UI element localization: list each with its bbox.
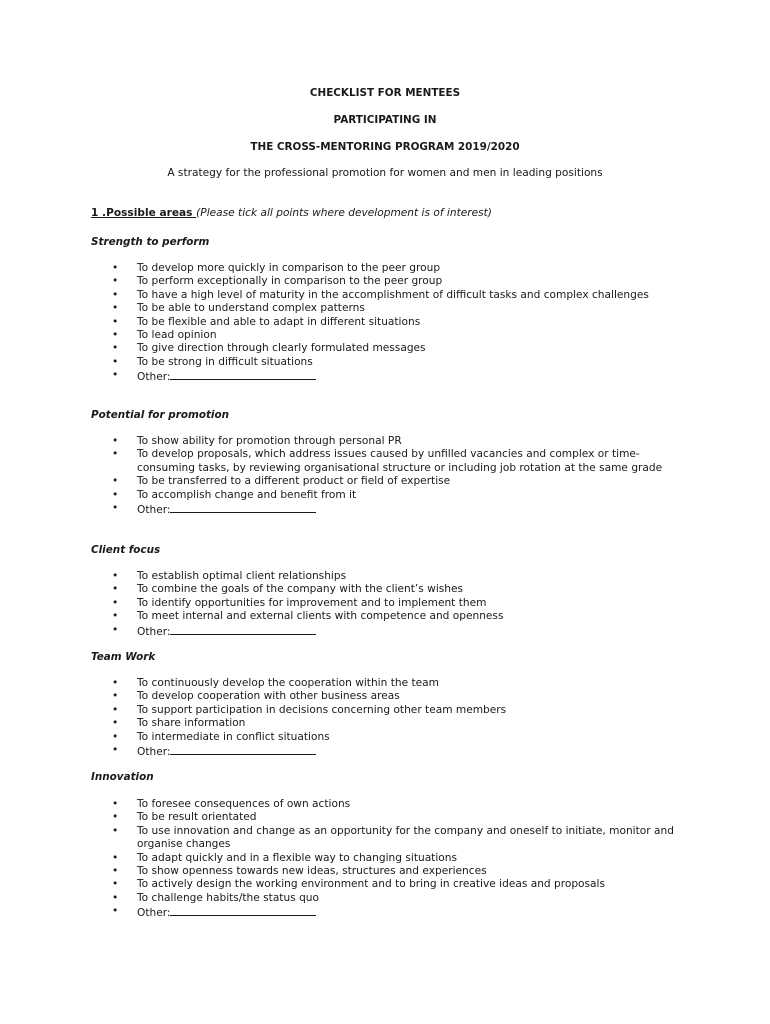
list-item[interactable]: • To foresee consequences of own actions — [112, 798, 692, 811]
list-item[interactable]: • To be strong in difficult situations — [112, 356, 692, 369]
other-label: Other: — [137, 746, 171, 759]
other-blank-line[interactable] — [170, 624, 316, 635]
list-item[interactable]: • To intermediate in conflict situations — [112, 731, 692, 744]
category-title-team: Team Work — [91, 651, 156, 663]
list-item-other[interactable] — [112, 905, 692, 920]
list-item-other[interactable] — [112, 502, 692, 517]
checklist-team — [112, 677, 692, 759]
list-item[interactable]: • To challenge habits/the status quo — [112, 892, 692, 905]
other-label: Other: — [137, 907, 171, 920]
other-label: Other: — [137, 371, 171, 384]
list-item-other[interactable] — [112, 624, 692, 639]
list-item[interactable]: • To accomplish change and benefit from it — [112, 489, 692, 502]
doc-subtitle: A strategy for the professional promotion for women and men in leading positions — [167, 167, 603, 179]
list-item[interactable]: • To develop more quickly in comparison to the peer group — [112, 262, 692, 275]
doc-title-line2: PARTICIPATING IN — [333, 114, 437, 126]
list-item[interactable]: • To continuously develop the cooperation within the team — [112, 677, 692, 690]
section-note: (Please tick all points where development is of interest) — [196, 207, 492, 219]
list-item[interactable]: • To lead opinion — [112, 329, 692, 342]
list-item[interactable]: • To establish optimal client relationships — [112, 570, 692, 583]
doc-title-line1: CHECKLIST FOR MENTEES — [309, 87, 461, 99]
list-item[interactable]: • To combine the goals of the company with the client’s wishes — [112, 583, 692, 596]
doc-title-line3: THE CROSS-MENTORING PROGRAM 2019/2020 — [250, 141, 520, 153]
checklist-client — [112, 570, 692, 639]
list-item[interactable]: • To meet internal and external clients with competence and openness — [112, 610, 692, 623]
other-blank-line[interactable] — [170, 502, 316, 513]
list-item[interactable]: • To be able to understand complex patterns — [112, 302, 692, 315]
other-blank-line[interactable] — [170, 905, 316, 916]
other-blank-line[interactable] — [170, 744, 316, 755]
category-title-innovation: Innovation — [91, 771, 154, 783]
list-item[interactable]: • To show ability for promotion through personal PR — [112, 435, 692, 448]
list-item[interactable]: • To be transferred to a different product or field of expertise — [112, 475, 692, 488]
list-item-other[interactable] — [112, 369, 692, 384]
list-item-other[interactable] — [112, 744, 692, 759]
section-heading — [91, 207, 492, 220]
list-item[interactable]: • To develop proposals, which address issues caused by unfilled vacancies and complex or time-consuming tasks, by reviewing organisational structure or including job rotation at the same grade — [112, 448, 692, 475]
list-item[interactable]: • To give direction through clearly formulated messages — [112, 342, 692, 355]
list-item[interactable]: • To use innovation and change as an opportunity for the company and oneself to initiate, monitor and organise changes — [112, 825, 692, 852]
checklist-innovation — [112, 798, 692, 921]
category-title-promotion: Potential for promotion — [91, 409, 230, 421]
list-item[interactable]: • To identify opportunities for improvement and to implement them — [112, 597, 692, 610]
checklist-promotion — [112, 435, 692, 517]
other-blank-line[interactable] — [170, 369, 316, 380]
list-item[interactable]: • To have a high level of maturity in the accomplishment of difficult tasks and complex challenges — [112, 289, 692, 302]
other-label: Other: — [137, 504, 171, 517]
category-title-client: Client focus — [91, 544, 161, 556]
category-title-strength: Strength to perform — [91, 236, 210, 248]
list-item[interactable]: • To adapt quickly and in a flexible way to changing situations — [112, 852, 692, 865]
list-item[interactable]: • To be result orientated — [112, 811, 692, 824]
checklist-strength — [112, 262, 692, 385]
list-item[interactable]: • To show openness towards new ideas, structures and experiences — [112, 865, 692, 878]
list-item[interactable]: • To be flexible and able to adapt in different situations — [112, 316, 692, 329]
list-item[interactable]: • To develop cooperation with other business areas — [112, 690, 692, 703]
list-item[interactable]: • To actively design the working environment and to bring in creative ideas and proposals — [112, 878, 692, 891]
other-label: Other: — [137, 625, 171, 638]
list-item[interactable]: • To perform exceptionally in comparison to the peer group — [112, 275, 692, 288]
list-item[interactable]: • To support participation in decisions concerning other team members — [112, 704, 692, 717]
list-item[interactable]: • To share information — [112, 717, 692, 730]
section-number: 1 .Possible areas — [91, 207, 197, 219]
